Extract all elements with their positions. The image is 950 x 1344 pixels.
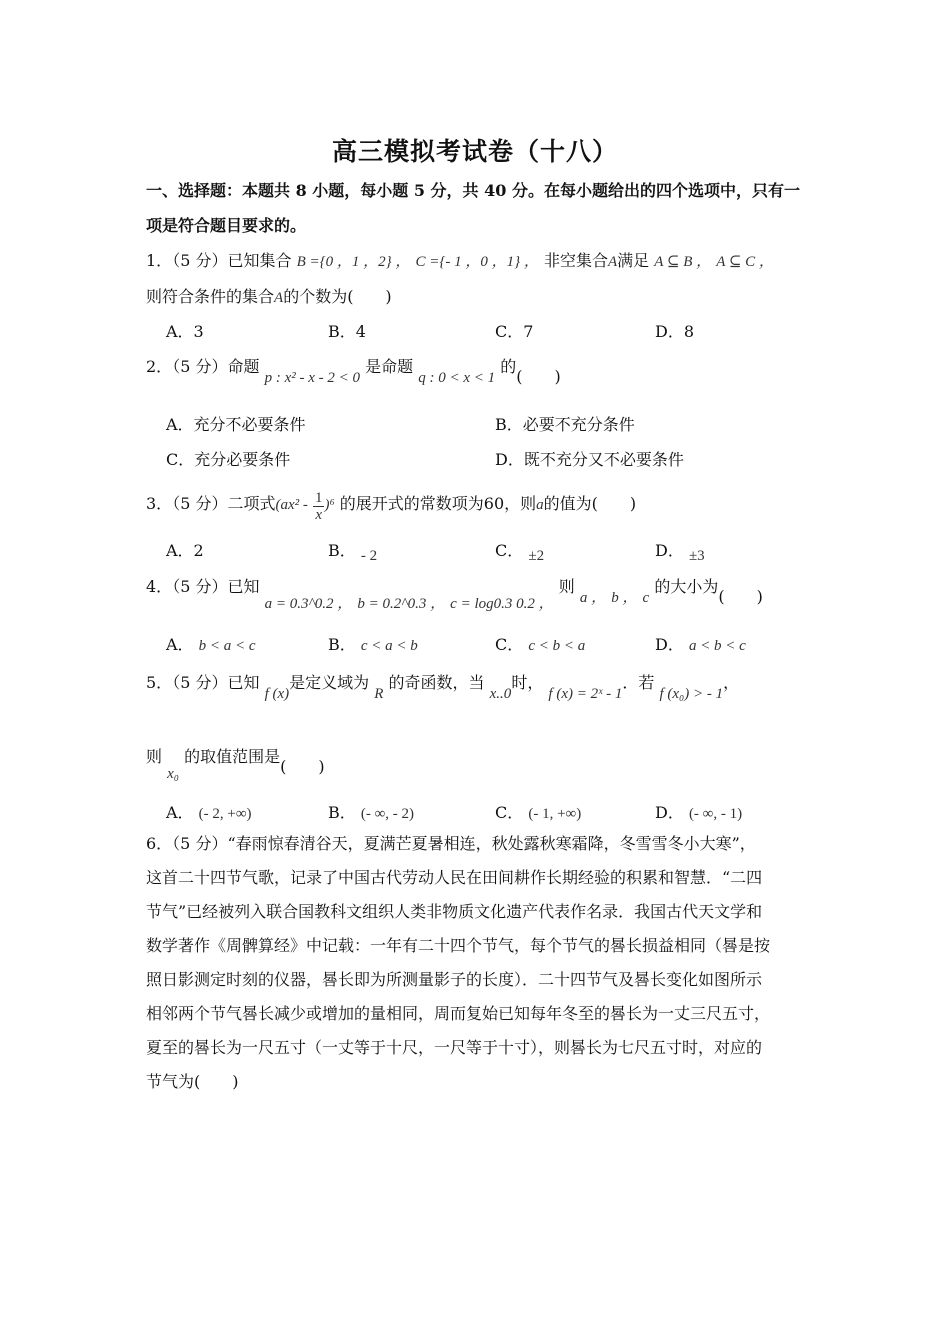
option-d [655,538,705,564]
question-text: 满足 [617,251,650,270]
question-5-line1 [146,670,816,702]
section-heading-line1: 一、选择题：本题共 8 小题，每小题 5 分，共 40 分。在每小题给出的四个选项中，只有一 [146,181,800,200]
option-b [328,800,414,823]
question-6-line: 相邻两个节气晷长减少或增加的量相同，周而复始已知每年冬至的晷长为一丈三尺五寸， [146,1004,771,1023]
question-number: 4． [146,577,173,596]
option-c [495,632,585,655]
option-d: D．8 [655,322,695,341]
question-text: 时， [511,673,544,692]
option-b: B．4 [328,322,366,341]
set-a-math: A [274,290,284,306]
question-6-line: 照日影测定时刻的仪器，晷长即为所测量影子的长度）．二十四节气及晷长变化如图所示 [146,970,763,989]
option-math: (- ∞, - 2) [360,806,415,822]
domain-r-math: R [374,686,384,702]
option-d [655,632,746,655]
question-text: 是定义域为 [289,673,370,692]
question-score: （5 分） [172,494,228,513]
question-4-line [146,574,816,612]
question-text: 非空集合 [543,251,608,270]
option-label: D． [655,803,684,822]
question-6-line: 节气”已经被列入联合国教科文组织人类非物质文化遗产代表作名录．我国古代天文学和 [146,902,763,921]
question-text: 的个数为( ) [283,287,392,306]
binomial-right: )⁶ [324,497,335,513]
page-title: 高三模拟考试卷（十八） [331,137,618,166]
option-label: B． [328,635,356,654]
inequality-math: f (x₀) > - 1 [659,686,724,702]
proposition-p-math: p : x² - x - 2 < 0 [264,370,360,386]
option-label: A． [166,803,194,822]
option-label: D． [655,541,684,560]
question-1-line2 [146,284,816,307]
option-math: c < b < a [528,638,586,654]
option-c: C．7 [495,322,534,341]
variable-x0-math: x₀ [167,766,179,782]
value-b-math: b = 0.2^0.3 ， [357,596,446,612]
option-label: C． [495,803,524,822]
question-text: 则 [146,747,163,766]
question-6-paragraph [146,827,816,1099]
answer-paren: ( ) [718,587,763,606]
option-a [166,800,252,823]
question-6-line: 这首二十四节气歌，记录了中国古代劳动人民在田间耕作长期经验的积累和智慧．“二四 [146,868,763,887]
question-text: ， [723,673,740,692]
question-text: 二项式 [227,494,276,513]
question-6-line: 数学著作《周髀算经》中记载：一年有二十四个节气，每个节气的晷长损益相同（晷是按 [146,936,771,955]
option-math: b < a < c [198,638,256,654]
set-b-math: B ={0 ，1 ，2} ， [296,254,411,270]
binomial-left: (ax² - [275,497,308,513]
option-label: C． [495,635,524,654]
option-label: C． [495,541,524,560]
fraction-denominator: x [315,507,323,523]
question-text: 命题 [227,357,260,376]
question-6-line: 6．（5 分）“春雨惊春清谷天，夏满芒夏暑相连，秋处露秋寒霜降，冬雪雪冬小大寒”， [146,834,756,853]
question-number: 1． [146,251,173,270]
option-math: - 2 [360,548,378,564]
option-c [495,800,581,823]
question-score: （5 分） [172,251,228,270]
option-c [495,538,545,564]
answer-paren: ( ) [280,757,325,776]
option-label: B． [328,541,356,560]
question-1-line1 [146,248,816,271]
question-text: 的展开式的常数项为60，则 [339,494,537,513]
option-math: (- ∞, - 1) [688,806,743,822]
subset-condition-2: A ⊆ C ， [716,254,774,270]
option-b [328,632,418,655]
variable-a: a ， [579,590,607,606]
question-text: 已知 [227,673,260,692]
question-text: 的取值范围是 [184,747,281,766]
condition-x-math: x..0 [489,686,512,702]
function-f-math: f (x) [264,686,290,702]
option-label: B． [328,803,356,822]
question-score: （5 分） [172,577,228,596]
variable-a: a [536,497,544,513]
question-text: 已知 [227,577,260,596]
option-label: D． [655,635,684,654]
question-6-line: 节气为( ) [146,1072,239,1091]
option-b [328,538,378,564]
question-text: 的大小为 [654,577,719,596]
question-number: 5． [146,673,173,692]
option-label: A． [166,635,194,654]
question-6-line: 夏至的晷长为一尺五寸（一丈等于十尺，一尺等于十寸），则晷长为七尺五寸时，对应的 [146,1038,763,1057]
option-d [655,800,742,823]
question-text: ．若 [622,673,655,692]
option-c: C．充分必要条件 [166,450,291,469]
question-text: 的 [500,357,517,376]
option-d: D．既不充分又不必要条件 [495,450,684,469]
fraction-numerator: 1 [314,490,323,506]
question-text: 则符合条件的集合 [146,287,275,306]
option-math: a < b < c [688,638,746,654]
option-math: (- 1, +∞) [528,806,582,822]
set-a-math: A [607,254,618,270]
option-a [166,632,256,655]
answer-paren: ( ) [516,367,561,386]
option-math: ±3 [688,548,705,564]
value-c-math: c = log0.3 0.2 ， [450,596,554,612]
option-a: A．充分不必要条件 [166,415,306,434]
function-definition-math: f (x) = 2ˣ - 1 [548,686,623,702]
question-text: 的值为( ) [543,494,637,513]
question-3-line [146,488,816,521]
question-5-line2 [146,744,816,782]
option-math: (- 2, +∞) [198,806,252,822]
subset-condition-1: A ⊆ B ， [654,254,712,270]
question-score: （5 分） [172,673,228,692]
question-score: （5 分） [172,357,228,376]
option-b: B．必要不充分条件 [495,415,635,434]
value-a-math: a = 0.3^0.2 ， [264,596,353,612]
variable-c: c [642,590,650,606]
variable-b: b ， [611,590,638,606]
question-2-line [146,354,816,386]
option-a: A．3 [166,322,204,341]
question-text: 已知集合 [227,251,292,270]
section-heading-line2: 项是符合题目要求的。 [146,216,307,235]
set-c-math: C ={- 1 ，0 ，1} ， [415,254,539,270]
question-text: 是命题 [365,357,414,376]
question-text: 则 [558,577,575,596]
question-number: 2． [146,357,173,376]
option-a: A．2 [166,541,204,560]
option-math: c < a < b [360,638,418,654]
option-math: ±2 [528,548,545,564]
question-number: 3． [146,494,173,513]
fraction-one-over-x [313,490,325,523]
proposition-q-math: q : 0 < x < 1 [418,370,496,386]
question-text: 的奇函数，当 [388,673,485,692]
